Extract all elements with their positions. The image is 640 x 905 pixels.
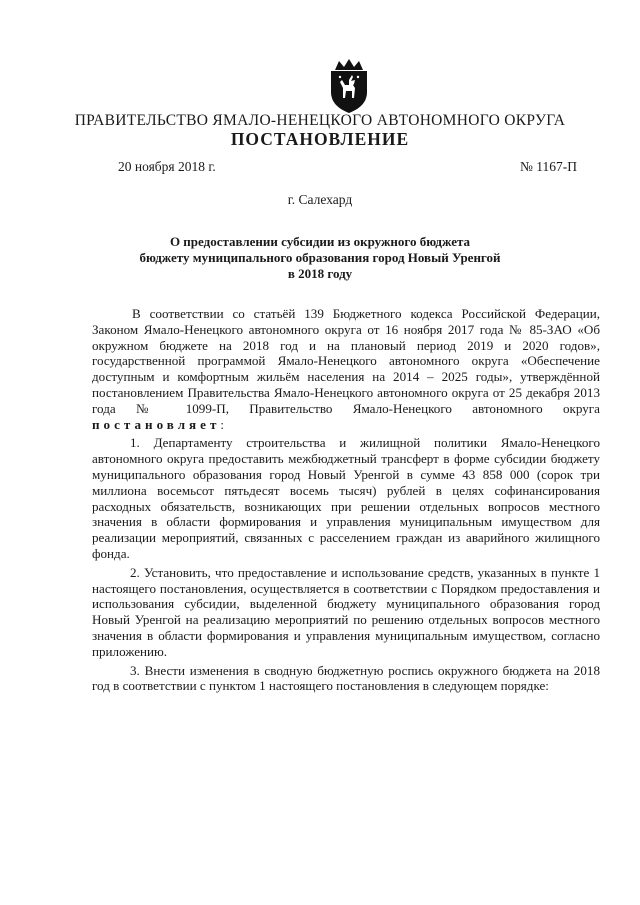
document-date: 20 ноября 2018 г. [118, 159, 216, 174]
preamble-paragraph [92, 306, 600, 432]
title-line-3: в 2018 году [287, 266, 353, 281]
document-type-heading: ПОСТАНОВЛЕНИЕ [230, 129, 410, 149]
item-paragraph-3: 3. Внести изменения в сводную бюджетную роспись окружного бюджета на 2018 год в соответствии с пунктом 1 настоящего постановления в следующем порядке: [92, 662, 600, 694]
title-line-2: бюджету муниципального образования город Новый Уренгой [139, 250, 501, 265]
preamble-ending: : [220, 416, 225, 432]
item-paragraph-2: 2. Установить, что предоставление и использование средств, указанных в пункте 1 настоящего постановления, осуществляется в соответствии с Порядком предоставления и использования субсидии, выделенной бюджету муниципального образования город Новый Уренгой на реализацию мероприятий по решению отдельных вопросов местного значения в области формирования и управления муниципальным имуществом, согласно приложению. [92, 564, 600, 659]
document-title [120, 234, 520, 282]
government-name: ПРАВИТЕЛЬСТВО ЯМАЛО-НЕНЕЦКОГО АВТОНОМНОГО ОКРУГА [74, 112, 566, 129]
coat-of-arms-emblem [325, 58, 373, 114]
title-line-1: О предоставлении субсидии из окружного бюджета [169, 234, 471, 249]
item-paragraph-1: 1. Департаменту строительства и жилищной политики Ямало-Ненецкого автономного округа предоставить межбюджетный трансферт в форме субсидии бюджету муниципального образования город Новый Уренгой в сумме 43 858 000 (сорок три миллиона восемьсот пятьдесят восемь тысяч) рублей в целях софинансирования расходных обязательств, возникающих при решении отдельных вопросов местного значения в области формирования и управления муниципальным имуществом для реализации мероприятий, связанных с расселением граждан из аварийного жилищного фонда. [92, 435, 600, 561]
document-body [92, 306, 600, 694]
preamble-text: В соответствии со статьёй 139 Бюджетного кодекса Российской Федерации, Законом Ямало-Ненецкого автономного округа от 16 ноября 2017 года № 85-ЗАО «Об окружном бюджете на 2018 год и на плановый период 2019 и 2020 годов», государственной программой Ямало-Ненецкого автономного округа «Обеспечение доступным и комфортным жильём населения на 2014 – 2025 годы», утверждённой постановлением Правительства Ямало-Ненецкого автономного округа от 25 декабря 2013 года № 1099-П, Правительство Ямало-Ненецкого автономного округа [92, 306, 600, 416]
document-number: № 1167-П [520, 159, 577, 174]
decree-word: постановляет [92, 416, 221, 432]
document-city: г. Салехард [287, 192, 353, 207]
